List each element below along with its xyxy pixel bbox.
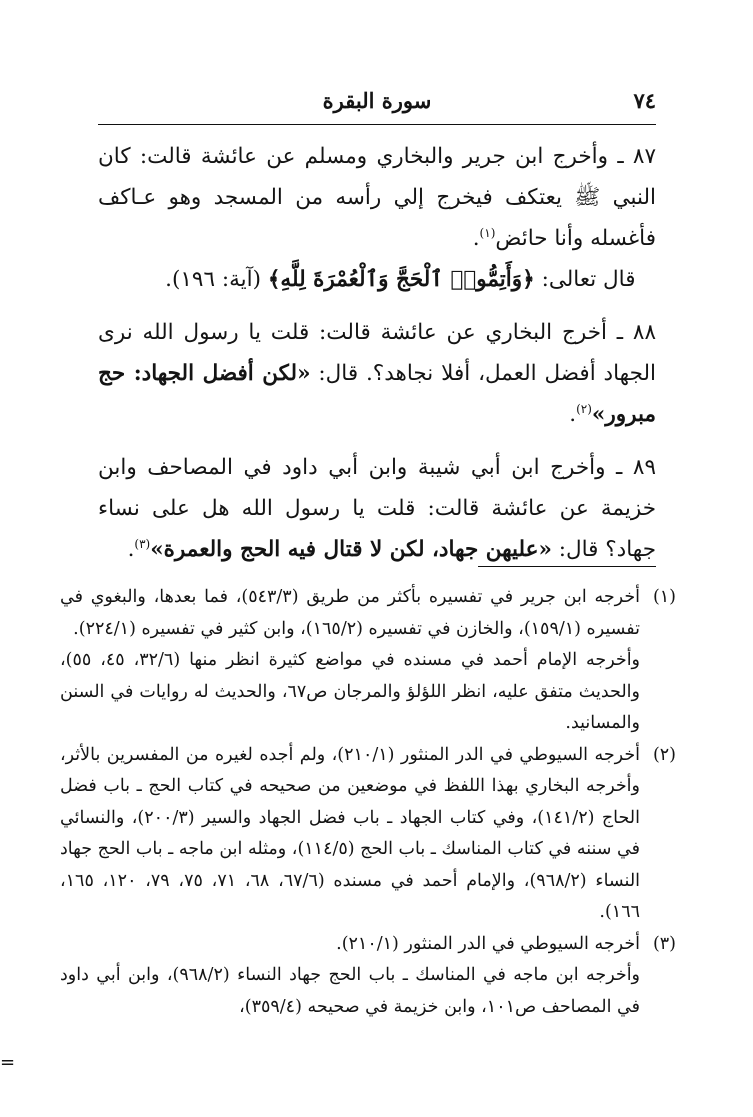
verse-open-bracket: ﴿: [522, 267, 535, 292]
footnote-ref-2: (٢): [576, 401, 592, 416]
footnote-ref-3: (٣): [134, 536, 151, 551]
footnotes: [60, 582, 676, 1023]
hadith-89: ٨٩ ـ وأخرج ابن أبي شيبة وابن أبي داود في المصاحف وابن خزيمة عن عائشة قالت: قلت يا رسول الله هل على نساء جهاد؟ قال: «عليهن جهاد، لكن لا قتال فيه الحج والعمرة»$^{(٣)}$.: [98, 455, 656, 562]
footnote-3-continuation: وأخرجه ابن ماجه في المناسك ـ باب الحج جهاد النساء (٩٦٨/٢)، وابن أبي داود في المصاحف ص١٠١، وابن خزيمة في صحيحه (٣٥٩/٤)،: [60, 965, 641, 1017]
verse-intro: قال تعالى:: [541, 267, 636, 292]
footnote-ref-1: (١): [479, 225, 496, 240]
footnote-3: [60, 929, 676, 961]
ayah-number: (آية: ١٩٦).: [165, 267, 261, 292]
footnote-body: أخرجه السيوطي في الدر المنثور (٢١٠/١)، ولم أجده لغيره من المفسرين بالأثر، وأخرجه البخاري بهذا اللفظ في موضعين من صحيحه في كتاب الحج ـ باب فضل الحاج (١٤١/٢)، وفي كتاب الجهاد ـ باب فضل الجهاد والسير (٢٠٠/٣)، والنسائي في سننه في كتاب المناسك ـ باب الحج (١١٤/٥)، ومثله ابن ماجه ـ باب الحج جهاد النساء (٩٦٨/٢)، والإمام أحمد في مسنده (٦٧/٦، ٦٨، ٧١، ٧٥، ٧٩، ١٢٠، ١٦٥، ١٦٦).: [60, 744, 641, 922]
header-divider: [98, 124, 656, 125]
page-header: [98, 88, 656, 122]
verse-line: [98, 259, 656, 300]
verse-close-bracket: ﴾: [267, 267, 281, 292]
footnote-number: (٣): [652, 933, 676, 954]
quran-verse: وَأَتِمُّوا۟ ٱلْحَجَّ وَٱلْعُمْرَةَ لِلَّهِ: [280, 267, 523, 292]
main-text: [98, 136, 656, 570]
footnote-1: [60, 582, 676, 740]
footnote-divider: [478, 566, 656, 567]
footnote-body: أخرجه ابن جرير في تفسيره بأكثر من طريق (٥٤٣/٣)، فما بعدها، والبغوي في تفسيره (١٥٩/١)، والخازن في تفسيره (١٦٥/٢)، وابن كثير في تفسيره (٢٢٤/١). وأخرجه الإمام أحمد في مسنده في مواضع كثيرة انظر منها (٣٢/٦، ٤٥، ٥٥)، والحديث متفق عليه، انظر اللؤلؤ والمرجان ص٦٧، والحديث له روايات في السنن والمسانيد.: [60, 587, 641, 733]
footnote-number: (١): [652, 587, 676, 607]
continuation-mark: =: [0, 1052, 16, 1073]
prophetic-quote: «لكن أفضل الجهاد: حج مبرور»: [98, 361, 656, 427]
page-number: ٧٤: [633, 88, 656, 113]
footnote-number: (٢): [652, 744, 676, 765]
prophetic-quote: «عليهن جهاد، لكن لا قتال فيه الحج والعمرة»: [150, 537, 552, 562]
hadith-88: ٨٨ ـ أخرج البخاري عن عائشة قالت: قلت يا رسول الله نرى الجهاد أفضل العمل، أفلا نجاهد؟. قال: «لكن أفضل الجهاد: حج مبرور»$^{(٢)}$.: [98, 320, 656, 427]
footnote-2: [60, 740, 676, 929]
hadith-87: ٨٧ ـ وأخرج ابن جرير والبخاري ومسلم عن عائشة قالت: كان النبي ﷺ يعتكف فيخرج إلي رأسه من المسجد وهو عـاكف فأغسله وأنا حائض$^{(١)}$.: [98, 144, 656, 251]
footnote-body: أخرجه السيوطي في الدر المنثور (٢١٠/١).: [336, 933, 640, 954]
surah-title: سورة البقرة: [322, 88, 432, 113]
